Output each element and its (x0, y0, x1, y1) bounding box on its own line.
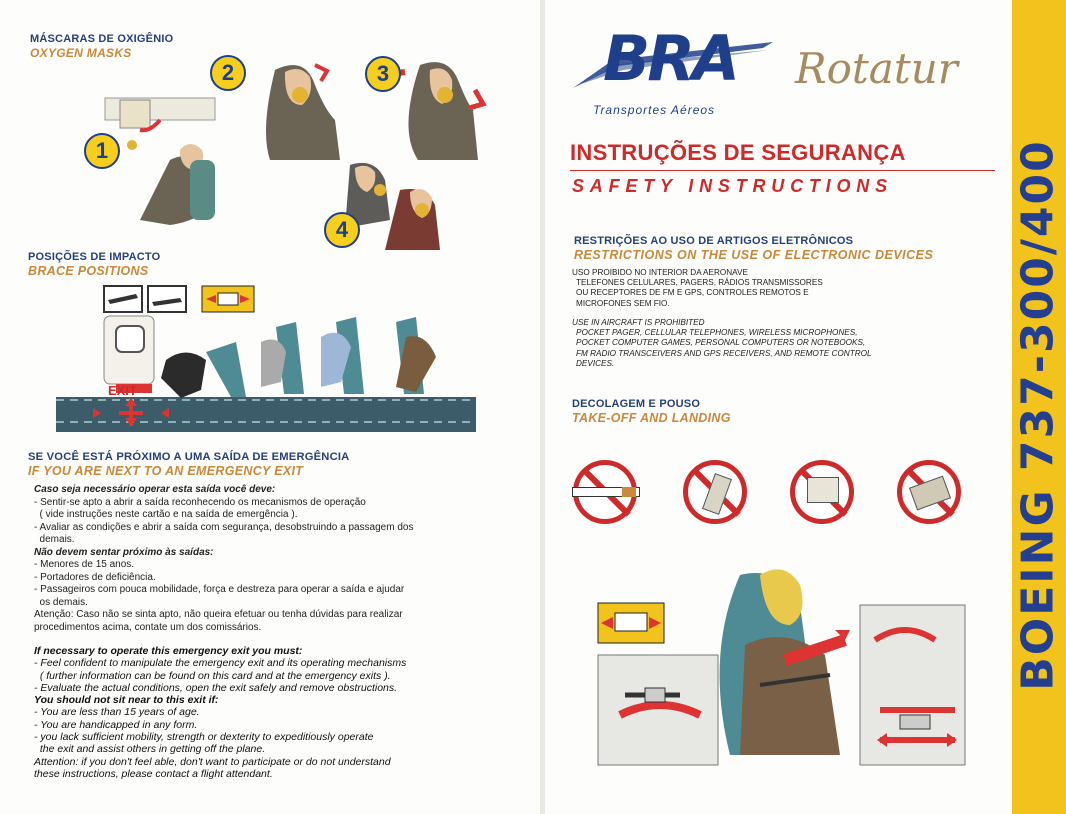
exit-en-line: ( further information can be found on this card and at the emergency exits ). (34, 669, 391, 682)
main-title-pt: INSTRUÇÕES DE SEGURANÇA (570, 140, 906, 165)
right-page (545, 0, 1066, 814)
electronics-title-en: RESTRICTIONS ON THE USE OF ELECTRONIC DEVICES (574, 248, 934, 262)
exit-en-line: the exit and assist others in getting off the plane. (34, 743, 266, 756)
aircraft-type-label: BOEING 737-300/400 (1012, 139, 1064, 691)
exit-title-en: IF YOU ARE NEXT TO AN EMERGENCY EXIT (28, 464, 304, 478)
brace-illustration (56, 282, 476, 440)
exit-en-line: - You are handicapped in any form. (34, 718, 198, 731)
exit-en-line: - Evaluate the actual conditions, open the exit safely and remove obstructions. (34, 681, 398, 694)
bra-logo-text: BRA (603, 22, 737, 95)
title-divider (570, 170, 995, 171)
electronics-en-line: POCKET PAGER, CELLULAR TELEPHONES, WIRELESS MICROPHONES, (576, 328, 858, 338)
electronics-pt-line: USO PROIBIDO NO INTERIOR DA AERONAVE (572, 268, 748, 277)
seatbelt-illustration (595, 555, 975, 770)
electronics-en-line: FM RADIO TRANSCEIVERS AND GPS RECEIVERS, AND REMOTE CONTROL (576, 348, 872, 358)
electronics-pt-line: TELEFONES CELULARES, PAGERS, RÁDIOS TRANSMISSORES (576, 278, 823, 288)
takeoff-title-pt: DECOLAGEM E POUSO (572, 398, 701, 410)
oxygen-title-en: OXYGEN MASKS (30, 46, 132, 60)
exit-en-line: You should not sit near to this exit if: (34, 694, 219, 707)
exit-pt-line: - Menores de 15 anos. (34, 559, 135, 570)
no-mobile-phone-icon (683, 460, 747, 524)
exit-pt-line: Caso seja necessário operar esta saída você deve: (34, 484, 276, 495)
no-computer-icon (790, 460, 854, 524)
step-3-badge: 3 (365, 56, 401, 92)
electronics-pt-line: OU RECEPTORES DE FM E GPS, CONTROLES REMOTOS E (576, 288, 809, 298)
exit-pt-line: os demais. (34, 596, 88, 608)
exit-pt-line: - Sentir-se apto a abrir a saída reconhecendo os mecanismos de operação (34, 496, 366, 508)
exit-pt-line: ( vide instruções neste cartão e na saída de emergência ). (34, 509, 298, 520)
step-4-badge: 4 (324, 212, 360, 248)
exit-text-pt (34, 484, 504, 634)
exit-title-pt: SE VOCÊ ESTÁ PRÓXIMO A UMA SAÍDA DE EMERGÊNCIA (28, 451, 350, 463)
exit-pt-line: Atenção: Caso não se sinta apto, não queira efetuar ou tenha dúvidas para realizar (34, 609, 403, 620)
exit-sign: EXIT (108, 383, 137, 398)
electronics-text-pt (572, 268, 823, 309)
exit-pt-line: - Passageiros com pouca mobilidade, força e destreza para operar a saída e ajudar (34, 584, 405, 595)
main-title-en: SAFETY INSTRUCTIONS (572, 176, 893, 196)
brace-title-en: BRACE POSITIONS (28, 264, 149, 278)
exit-en-line: - You are less than 15 years of age. (34, 706, 200, 719)
oxygen-mask-illustration (60, 50, 520, 250)
exit-pt-line: - Portadores de deficiência. (34, 571, 156, 583)
exit-pt-line: demais. (34, 534, 75, 545)
step-1-badge: 1 (84, 133, 120, 169)
exit-en-line: If necessary to operate this emergency exit you must: (34, 645, 303, 657)
electronics-text-en (572, 318, 872, 369)
bra-logo-subtitle: Transportes Aéreos (593, 103, 716, 117)
exit-en-line: Attention: if you don't feel able, don't want to participate or do not understand (34, 755, 391, 768)
electronics-en-line: DEVICES. (576, 358, 615, 368)
electronics-en-line: USE IN AIRCRAFT IS PROHIBITED (572, 318, 705, 327)
exit-pt-line: - Avaliar as condições e abrir a saída com segurança, desobstruindo a passagem dos (34, 521, 414, 533)
exit-pt-line: Não devem sentar próximo às saídas: (34, 546, 214, 558)
step-2-badge: 2 (210, 55, 246, 91)
electronics-pt-line: MICROFONES SEM FIO. (576, 298, 670, 308)
electronics-title-pt: RESTRIÇÕES AO USO DE ARTIGOS ELETRÔNICOS (574, 235, 854, 247)
takeoff-title-en: TAKE-OFF AND LANDING (572, 411, 731, 425)
exit-pt-line: procedimentos acima, contate um dos comissários. (34, 621, 262, 633)
exit-en-line: - you lack sufficient mobility, strength or dexterity to expeditiously operate (34, 731, 374, 744)
no-smoking-icon (573, 460, 637, 524)
electronics-en-line: POCKET COMPUTER GAMES, PERSONAL COMPUTERS OR NOTEBOOKS, (576, 338, 866, 348)
exit-en-line: these instructions, please contact a flight attendant. (34, 767, 273, 780)
oxygen-title-pt: MÁSCARAS DE OXIGÊNIO (30, 33, 174, 45)
no-radio-icon (897, 460, 961, 524)
rotatur-logo: Rotatur (795, 44, 958, 93)
exit-text-en (34, 645, 524, 780)
brace-title-pt: POSIÇÕES DE IMPACTO (28, 251, 161, 263)
exit-en-line: - Feel confident to manipulate the emergency exit and its operating mechanisms (34, 657, 407, 670)
